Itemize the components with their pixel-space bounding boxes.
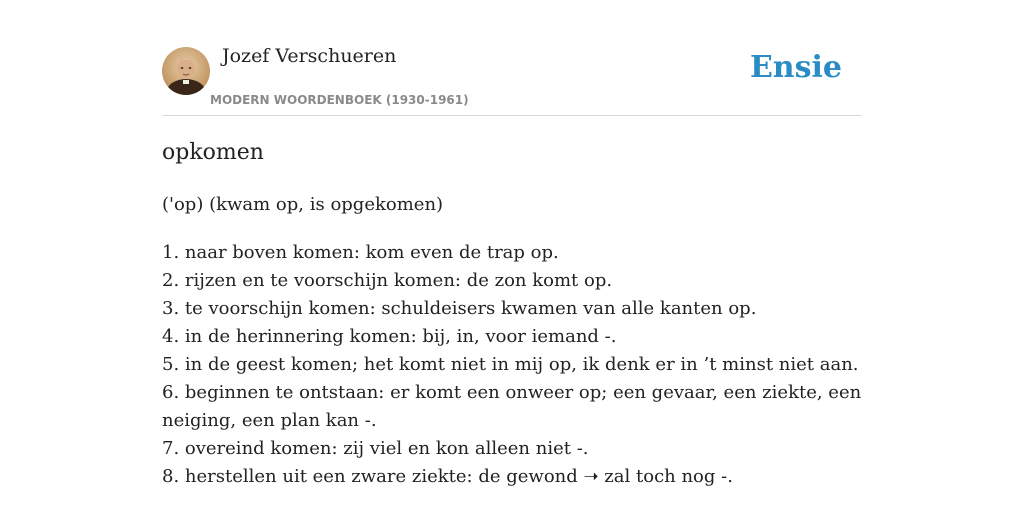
definition-item: 5. in de geest komen; het komt niet in mij op, ik denk er in ’t minst niet aan. bbox=[162, 354, 859, 375]
definition-item: 6. beginnen te ontstaan: er komt een onweer op; een gevaar, een ziekte, een neiging, een plan kan -. bbox=[162, 382, 862, 431]
definition-item: 4. in de herinnering komen: bij, in, voor iemand -. bbox=[162, 326, 617, 347]
author-avatar[interactable] bbox=[162, 47, 210, 95]
portrait-icon bbox=[162, 47, 210, 95]
definition-item: 1. naar boven komen: kom even de trap op. bbox=[162, 242, 559, 263]
source-label[interactable]: MODERN WOORDENBOEK (1930-1961) bbox=[210, 93, 469, 107]
entry-pronunciation: ('op) (kwam op, is opgekomen) bbox=[162, 194, 444, 215]
definition-item: 8. herstellen uit een zware ziekte: de gewond ➝ zal toch nog -. bbox=[162, 466, 733, 487]
entry-card bbox=[162, 0, 862, 512]
entry-term: opkomen bbox=[162, 140, 264, 165]
definition-list bbox=[162, 239, 862, 491]
brand-logo[interactable]: Ensie bbox=[749, 50, 842, 85]
definition-item: 2. rijzen en te voorschijn komen: de zon komt op. bbox=[162, 270, 613, 291]
author-name[interactable]: Jozef Verschueren bbox=[222, 45, 397, 67]
header-divider bbox=[162, 115, 862, 116]
definition-item: 7. overeind komen: zij viel en kon alleen niet -. bbox=[162, 438, 589, 459]
definition-item: 3. te voorschijn komen: schuldeisers kwamen van alle kanten op. bbox=[162, 298, 757, 319]
